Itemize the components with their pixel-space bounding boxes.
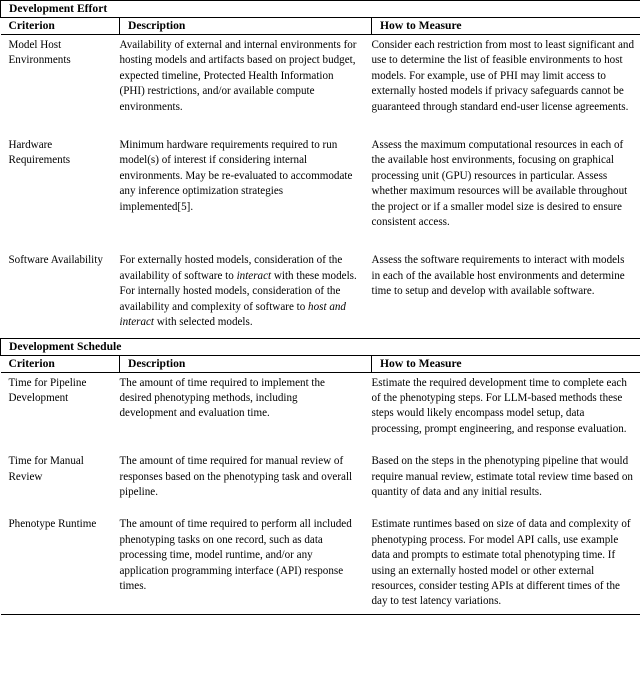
row-description: The amount of time required to implement the desired phenotyping methods, including development and evaluation time.: [119, 376, 325, 420]
table-row: [1, 514, 640, 614]
row-criterion: Time for Manual Review: [8, 455, 84, 483]
column-header-criterion: Criterion: [1, 355, 120, 372]
row-criterion: Software Availability: [8, 254, 103, 267]
column-header-how-to-measure: How to Measure: [372, 355, 640, 372]
row-description: [120, 250, 372, 334]
emphasized-text: interact: [236, 269, 272, 282]
table-row: [1, 451, 640, 514]
section-banner-development-schedule: [1, 338, 640, 355]
row-description: Availability of external and internal environments for hosting models and artifacts based on project budget, expected timeline, Protected Health Information (PHI) restrictions, and/or available compute environments.: [119, 39, 357, 113]
row-how-to-measure: Estimate runtimes based on size of data and complexity of phenotyping process. For model API calls, use example data and prompts to estimate total phenotyping time. If using an externally hosted model or other external resources, consider testing APIs at different times of the day to test latency variations.: [371, 518, 631, 608]
row-criterion: Hardware Requirements: [8, 139, 71, 167]
row-how-to-measure: Estimate the required development time to complete each of the phenotyping steps. For LLM-based methods these steps would likely encompass model setup, data processing, prompt engineering, and response evaluation.: [371, 376, 627, 435]
plain-text: with these models. For internally hosted models, consideration of the availability and complexity of software to: [119, 269, 357, 313]
column-header-description: Description: [120, 355, 372, 372]
row-criterion: Model Host Environments: [8, 39, 71, 67]
column-header-row-1: [1, 18, 640, 35]
row-description: The amount of time required for manual review of responses based on the phenotyping task and overall pipeline.: [119, 455, 353, 498]
row-criterion: Phenotype Runtime: [8, 518, 97, 531]
row-criterion: Time for Pipeline Development: [8, 376, 87, 404]
table-row: [1, 35, 640, 136]
row-how-to-measure: Consider each restriction from most to least significant and use to determine the list of feasible environments to host models. For example, use of PHI may limit access to externally hosted models if privacy safeguards cannot be guaranteed through standard end-user license agreements.: [371, 39, 634, 113]
row-how-to-measure: Assess the software requirements to interact with models in each of the available host environments and determine time to setup and develop with available software.: [371, 254, 625, 298]
plain-text: with selected models.: [154, 316, 253, 329]
section-title: Development Schedule: [1, 338, 640, 355]
plain-text: For externally hosted models, consideration of the availability of software to: [119, 254, 343, 282]
table-row: [1, 250, 640, 334]
row-description: Minimum hardware requirements required to run model(s) of interest if considering internal environments. May be re-evaluated to accommodate any inference optimization strategies implemented[5].: [119, 139, 353, 213]
column-header-how-to-measure: How to Measure: [372, 18, 640, 35]
emphasized-text: host and interact: [119, 300, 346, 329]
column-header-criterion: Criterion: [1, 18, 120, 35]
row-how-to-measure: Assess the maximum computational resources in each of the available host environments, focusing on graphical processing unit (GPU) resources in particular. Assess whether maximum resources will be available throughout the project or if a smaller model size is desired to ensure consistent access.: [371, 139, 628, 229]
row-how-to-measure: Based on the steps in the phenotyping pipeline that would require manual review, estimate total review time based on quantity of data and any initial results.: [371, 455, 633, 498]
column-header-description: Description: [120, 18, 372, 35]
section-title: Development Effort: [1, 1, 640, 18]
row-description: The amount of time required to perform all included phenotyping tasks on one record, such as data processing time, model runtime, and/or any application programming interface (API) response times.: [119, 518, 352, 592]
column-header-row-2: [1, 355, 640, 372]
table-row: [1, 135, 640, 250]
section-banner-development-effort: [1, 1, 640, 18]
table-row: [1, 372, 640, 451]
table-bottom-rule: [1, 614, 640, 615]
